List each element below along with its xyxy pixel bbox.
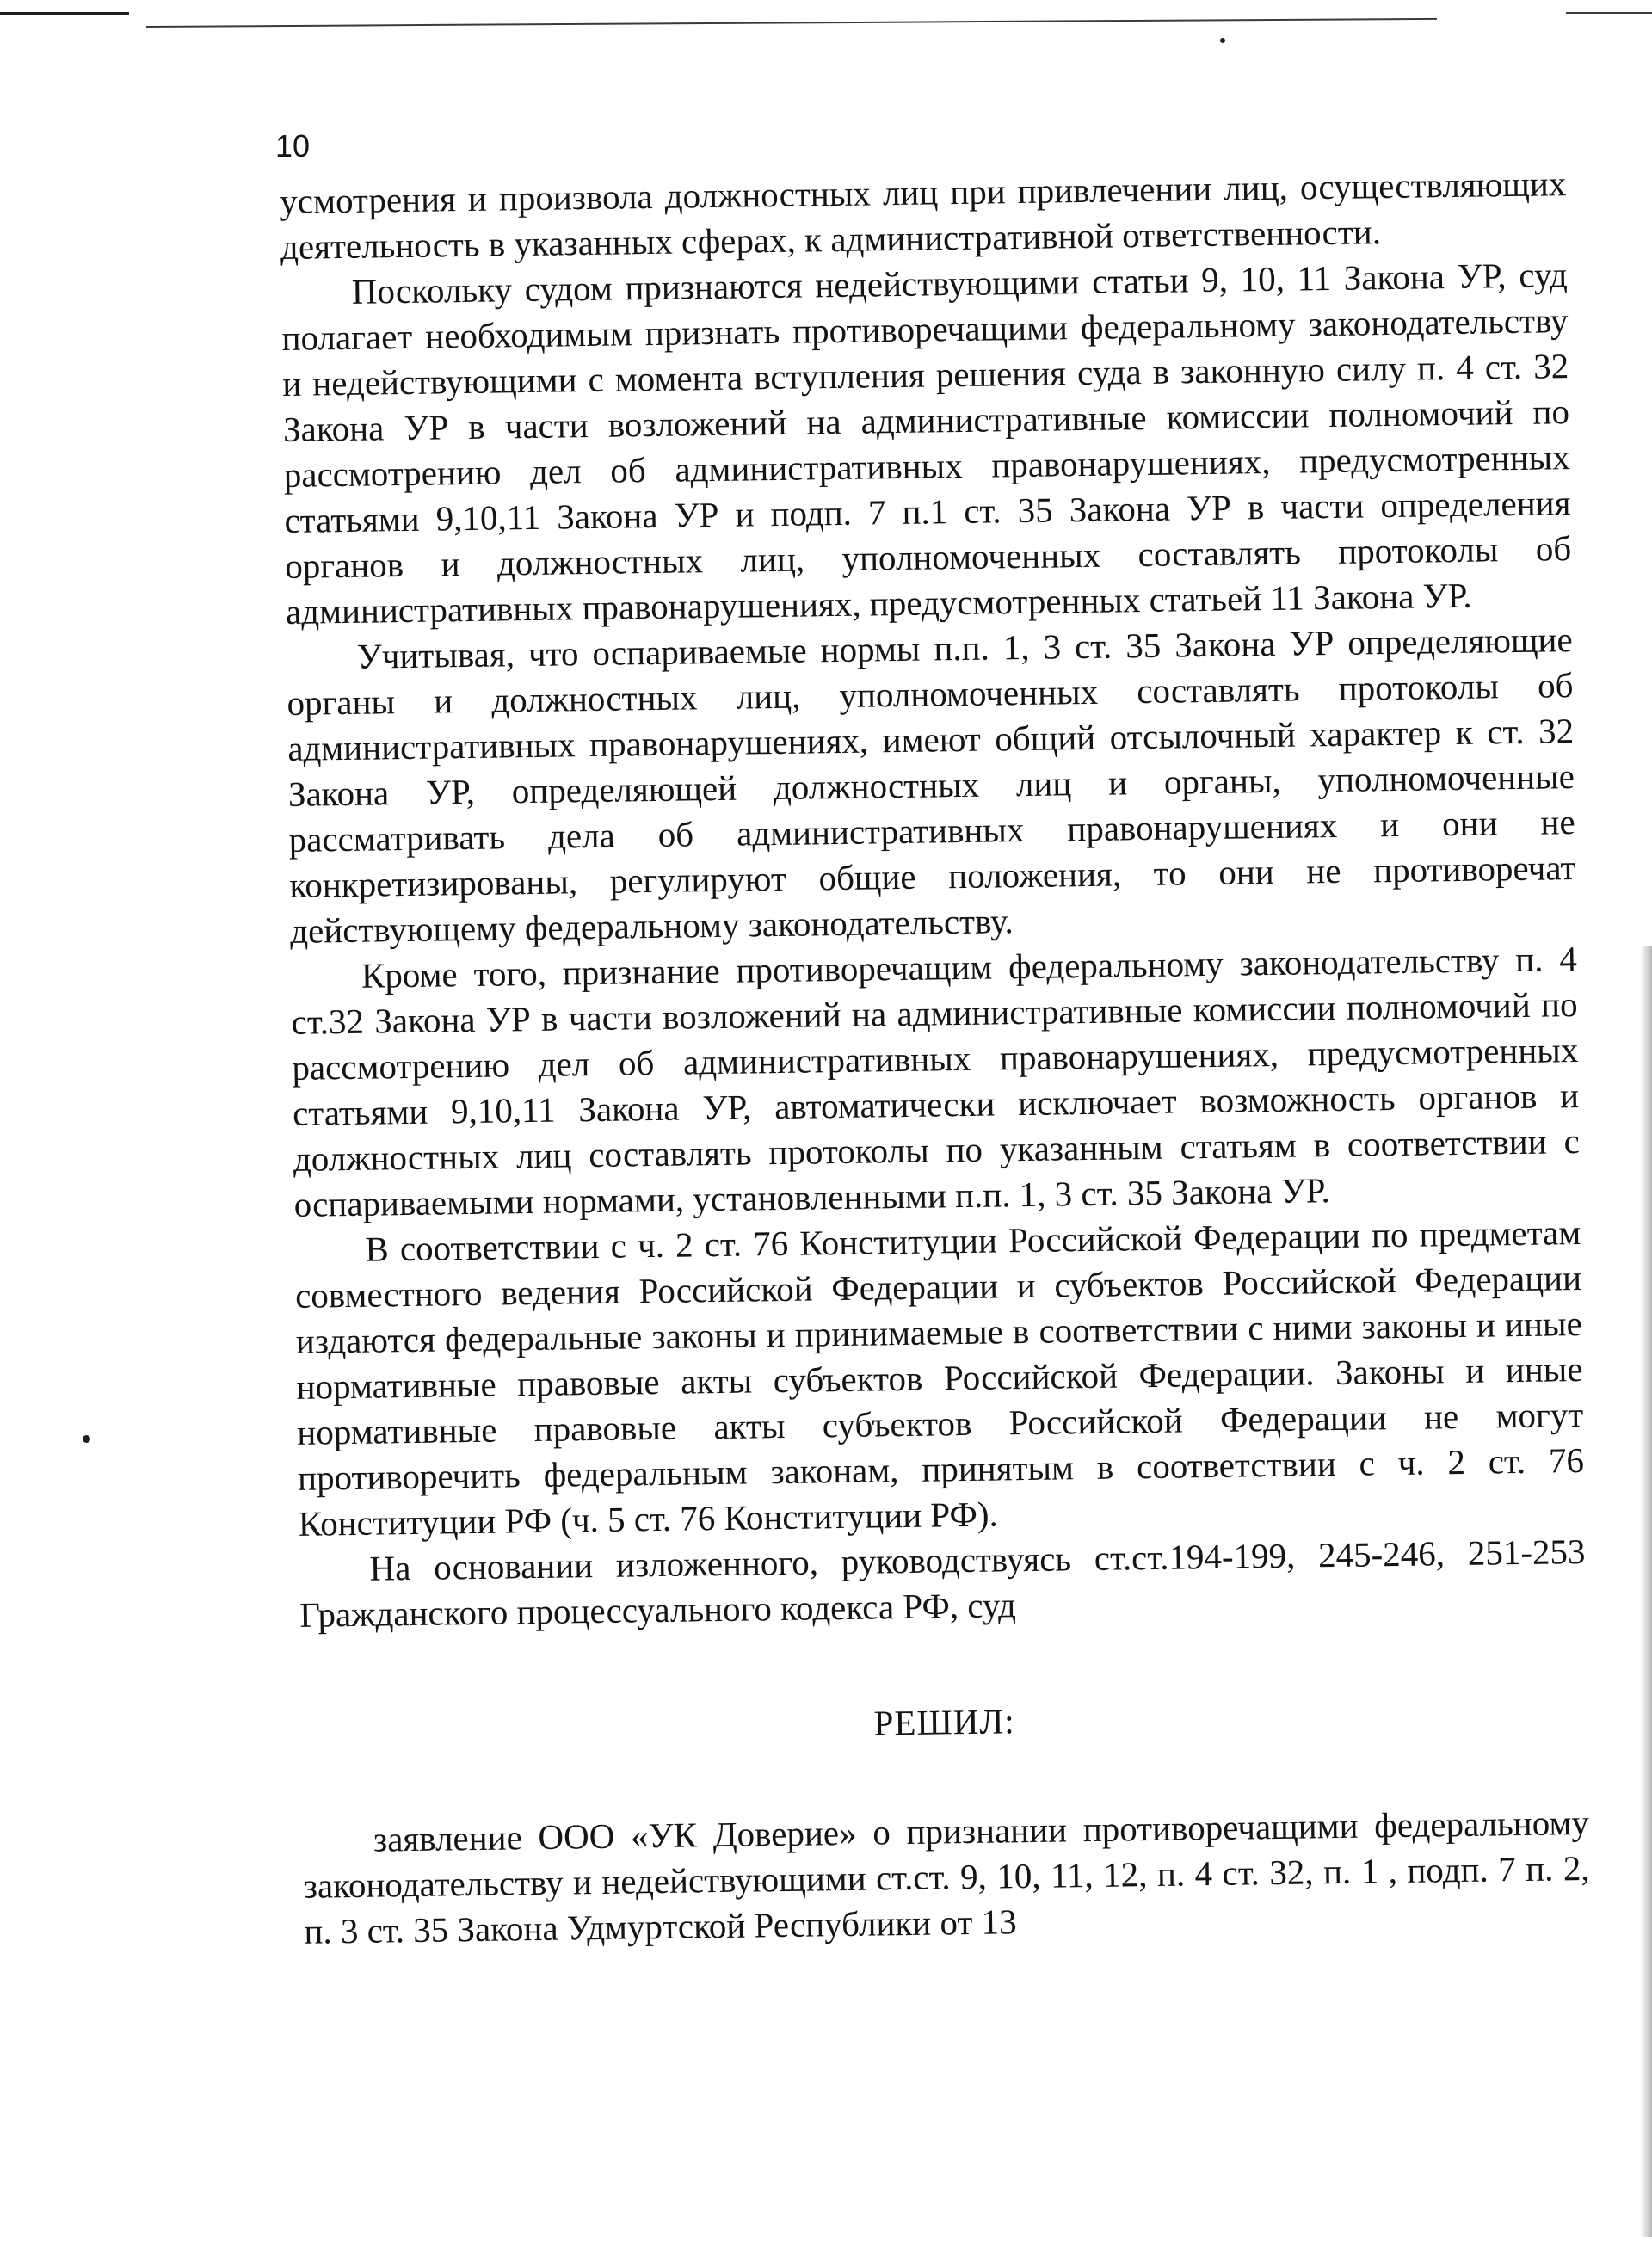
paragraph-legal-basis: На основании изложенного, руководствуясь ст.ст.194-199, 245-246, 251-253 Гражданского процессуального кодекса РФ, суд	[299, 1531, 1586, 1635]
page-number: 10	[275, 128, 311, 163]
paragraph-continuation: усмотрения и произвола должностных лиц при привлечении лиц, осуществляющих деятельность в указанных сферах, к административной ответственности.	[280, 163, 1567, 267]
scan-speck	[1220, 38, 1225, 43]
paragraph-constitution: В соответствии с ч. 2 ст. 76 Конституции Российской Федерации по предметам совместного ведения Российской Федерации и субъектов Российской Федерации издаются федеральные законы и принимаемые в соответствии с ними законы и иные нормативные правовые акты субъектов Российской Федерации. Законы и иные нормативные правовые акты субъектов Российской Федерации не могут противоречить федеральным законам, принятым в соответствии с ч. 2 ст. 76 Конституции РФ (ч. 5 ст. 76 Конституции РФ).	[294, 1212, 1585, 1544]
scan-edge-line	[0, 12, 129, 15]
decision-heading: РЕШИЛ:	[873, 1701, 1015, 1743]
paragraph-contested-norms: Учитывая, что оспариваемые нормы п.п. 1, 3 ст. 35 Закона УР определяющие органы и должностных лиц, уполномоченных составлять протоколы об административных правонарушениях, имеют общий отсылочный характер к ст. 32 Закона УР, определяющей должностных лиц и органы, уполномоченные рассматривать дела об административных правонарушениях и они не конкретизированы, регулируют общие положения, то они не противоречат действующему федеральному законодательству.	[287, 619, 1576, 951]
paragraph-decision: заявление ООО «УК Доверие» о признании противоречащими федеральному законодательству и недействующими ст.ст. 9, 10, 11, 12, п. 4 ст. 32, п. 1 , подп. 7 п. 2, п. 3 ст. 35 Закона Удмуртской Республики от 13	[303, 1802, 1590, 1951]
scan-speck	[83, 1435, 90, 1443]
page-edge-shadow	[1640, 946, 1652, 2237]
scan-edge-line	[146, 18, 1437, 28]
paragraph-additionally: Кроме того, признание противоречащим федеральному законодательству п. 4 ст.32 Закона УР в части возложений на административные комиссии полномочий по рассмотрению дел об административных правонарушениях, предусмотренных статьями 9,10,11 Закона УР, автоматически исключает возможность органов и должностных лиц составлять протоколы по указанным статьям в соответствии с оспариваемыми нормами, установленными п.п. 1, 3 ст. 35 Закона УР.	[291, 939, 1581, 1224]
paragraph-invalid-articles: Поскольку судом признаются недействующими статьи 9, 10, 11 Закона УР, суд полагает необходимым признать противоречащими федеральному законодательству и недействующими с момента вступления решения суда в законную силу п. 4 ст. 32 Закона УР в части возложений на административные комиссии полномочий по рассмотрению дел об административных правонарушениях, предусмотренных статьями 9,10,11 Закона УР и подп. 7 п.1 ст. 35 Закона УР в части определения органов и должностных лиц, уполномоченных составлять протоколы об административных правонарушениях, предусмотренных статьей 11 Закона УР.	[281, 255, 1572, 632]
document-body	[280, 161, 1591, 1955]
scan-edge-line	[1566, 12, 1652, 14]
